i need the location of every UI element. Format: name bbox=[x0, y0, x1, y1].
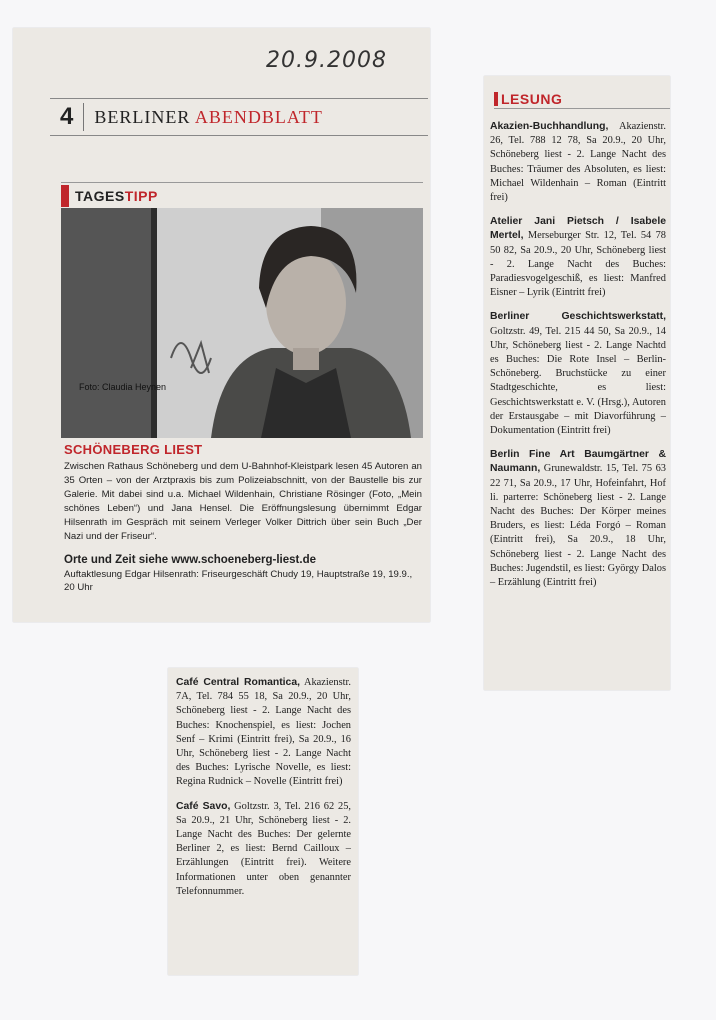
list-item bbox=[176, 676, 351, 790]
newspaper-header bbox=[50, 98, 428, 136]
handwritten-date: 20.9.2008 bbox=[266, 48, 387, 73]
list-item bbox=[490, 310, 666, 438]
venue-name: Café Savo, bbox=[176, 800, 231, 812]
article bbox=[64, 442, 422, 594]
lesung-listings bbox=[490, 120, 666, 600]
list-item bbox=[176, 800, 351, 899]
listing-text: Akazienstr. 26, Tel. 788 12 78, Sa 20.9., 20 Uhr, Schöneberg liest - 2. Lange Nacht des Buches: Träumer des Absoluten, es liest: Michael Wildenhain – Roman (Eintritt frei) bbox=[490, 121, 666, 204]
list-item bbox=[490, 120, 666, 205]
page-number: 4 bbox=[50, 103, 84, 131]
listing-text: Goltzstr. 49, Tel. 215 44 50, Sa 20.9., 14 Uhr, Schöneberg liest - 2. Lange Nachtd es Buches: Die Rote Insel – Berlin-Schöneberg. Bruchstücke zu einer Stadtgeschichte, es liest: Geschichtswerkstatt e. V. (Hrsg.), Autoren der Erstausgabe – mit Diavorführung – Dokumentation (Eintritt frei) bbox=[490, 325, 666, 437]
article-link-line: Orte und Zeit siehe www.schoeneberg-liest.de bbox=[64, 554, 316, 566]
tagestipp-heading bbox=[61, 182, 423, 209]
newspaper-name-part1: BERLINER bbox=[94, 106, 191, 127]
lesung-heading bbox=[494, 90, 670, 109]
listing-text: Goltzstr. 3, Tel. 216 62 25, Sa 20.9., 21 Uhr, Schöneberg liest - 2. Lange Nacht des Buches: Der gelernte Berliner 2, es liest: Bernd Cailloux – Erzählungen (Eintritt frei). Weitere Informationen unter oben genannter Telefonnummer. bbox=[176, 800, 351, 897]
venue-name: Berlin Fine Art Baumgärtner & Naumann, bbox=[490, 449, 666, 475]
venue-name: Café Central Romantica, bbox=[176, 677, 300, 688]
tagestipp-label-part2: TIPP bbox=[124, 188, 158, 204]
article-note: Auftaktlesung Edgar Hilsenrath: Friseurgeschäft Chudy 19, Hauptstraße 19, 19.9., 20 Uhr bbox=[64, 569, 413, 593]
article-title: SCHÖNEBERG LIEST bbox=[64, 442, 203, 457]
red-marker bbox=[494, 92, 498, 106]
newspaper-name-part2: ABENDBLATT bbox=[194, 106, 323, 127]
photo-credit: Foto: Claudia Heynen bbox=[79, 382, 167, 392]
list-item bbox=[490, 448, 666, 590]
photo-illustration bbox=[61, 208, 423, 438]
listing-text: Grunewaldstr. 15, Tel. 75 63 22 71, Sa 20.9., 17 Uhr, Hofeinfahrt, Hof li. parterre: Schöneberg liest - 2. Lange Nacht des Buches: Der Körper meines Bruders, es liest: Léda Forgó – Roman (Eintritt frei), Sa 20.9., 18 Uhr, Schöneberg liest - 2. Lange Nacht des Buches: Jugendstil, es liest: György Dalos – Erzählung (Eintritt frei) bbox=[490, 463, 666, 589]
red-marker bbox=[61, 185, 69, 207]
article-body: Zwischen Rathaus Schöneberg und dem U-Bahnhof-Kleistpark lesen 45 Autoren an 35 Orten – von der Arztpraxis bis zum Polizeiabschnitt, von der Baustelle bis zur Galerie. Mit dabei sind u.a. Michael Wildenhain, Christiane Rösinger (Foto, „Mein schönes Leben“) und Jana Hensel. Die Eröffnungslesung übernimmt Edgar Hilsenrath im Gespräch mit seinem Verleger Volker Dittrich über sein Buch „Der Nazi und der Friseur“. bbox=[64, 461, 422, 542]
lesung-label: LESUNG bbox=[501, 91, 563, 107]
author-photo bbox=[61, 208, 423, 438]
venue-name: Akazien-Buchhandlung, bbox=[490, 121, 609, 132]
tagestipp-label bbox=[75, 188, 158, 204]
newspaper-name bbox=[84, 107, 323, 128]
list-item bbox=[490, 215, 666, 300]
venue-name: Atelier Jani Pietsch / Isabele Mertel, bbox=[490, 216, 666, 242]
venue-name: Berliner Geschichtswerkstatt, bbox=[490, 311, 666, 323]
tagestipp-label-part1: TAGES bbox=[75, 188, 125, 204]
listing-text: Merseburger Str. 12, Tel. 54 78 50 82, Sa 20.9., 20 Uhr, Schöneberg liest - 2. Lange Nacht des Buches: Paradiesvogelgeschiß, es liest: Manfred Eisner – Lyrik (Eintritt frei) bbox=[490, 230, 666, 299]
cafe-listings bbox=[176, 676, 351, 909]
listing-text: Akazienstr. 7A, Tel. 784 55 18, Sa 20.9., 20 Uhr, Schöneberg liest - 2. Lange Nacht des Buches: Knochenspiel, es liest: Jochen Senf – Krimi (Eintritt frei), Sa 20.9., 16 Uhr, Schöneberg liest - 2. Lange Nacht des Buches: Lyrische Novelle, es liest: Regina Rudnick – Novelle (Eintritt frei) bbox=[176, 677, 351, 788]
